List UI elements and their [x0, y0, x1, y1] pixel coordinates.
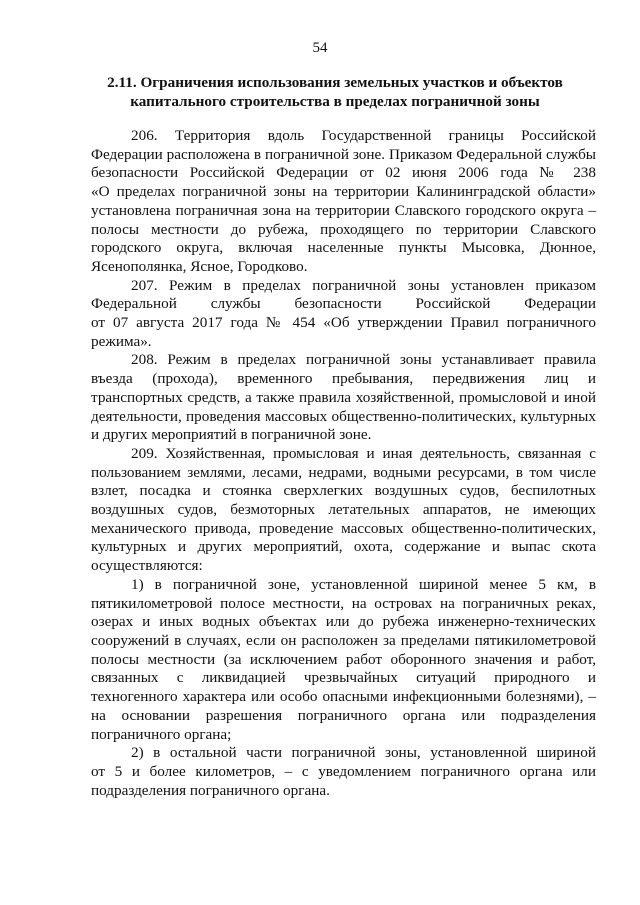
paragraph-line: озерах и иных водных объектах или до рубежа инженерно-технических — [91, 613, 596, 631]
section-heading-line: 2.11. Ограничения использования земельных участков и объектов — [107, 74, 563, 91]
paragraph-line: «О пределах пограничной зоны на территории Калининградской области» — [91, 183, 596, 201]
paragraph — [91, 744, 596, 800]
paragraph — [91, 277, 596, 352]
paragraph-line: режима». — [91, 332, 152, 350]
paragraph-line: 1) в пограничной зоне, установленной шириной менее 5 км, в — [131, 575, 596, 593]
paragraph-line: безопасности Российской Федерации от 02 июня 2006 года № 238 — [91, 164, 596, 182]
paragraph-line: 208. Режим в пределах пограничной зоны устанавливает правила — [131, 351, 596, 369]
paragraph-line: пятикилометровой полосе местности, на островах на пограничных реках, — [91, 594, 596, 612]
paragraph-line: полосы местности до рубежа, проходящего по территории Славского — [91, 220, 596, 238]
paragraph-line: техногенного характера или особо опасными инфекционными болезнями), – — [91, 688, 596, 706]
paragraph-line: от 5 и более километров, – с уведомлением пограничного органа или — [91, 762, 596, 780]
paragraph-line: установлена пограничная зона на территории Славского городского округа – — [91, 201, 596, 219]
paragraph-line: на основании разрешения пограничного органа или подразделения — [91, 706, 596, 724]
section-heading-line: капитального строительства в пределах пограничной зоны — [130, 93, 540, 110]
paragraph — [91, 445, 596, 576]
paragraph-line: и других мероприятий в пограничной зоне. — [91, 426, 372, 444]
paragraph-line: 209. Хозяйственная, промысловая и иная деятельность, связанная с — [131, 444, 596, 462]
paragraph-line: городского округа, включая населенные пункты Мысовка, Дюнное, — [91, 239, 596, 257]
paragraph-line: от 07 августа 2017 года № 454 «Об утверждении Правил пограничного — [91, 314, 596, 332]
paragraph-line: подразделения пограничного органа. — [91, 781, 330, 799]
paragraph-line: деятельности, проведения массовых общественно-политических, культурных — [91, 407, 596, 425]
paragraph-line: связанных с ликвидацией чрезвычайных ситуаций природного и — [91, 669, 596, 687]
paragraph-line: 2) в остальной части пограничной зоны, установленной шириной — [131, 744, 596, 762]
paragraph-line: сооружений в случаях, если он расположен за пределами пятикилометровой — [91, 631, 596, 649]
paragraph — [91, 127, 596, 277]
paragraph-line: 207. Режим в пределах пограничной зоны установлен приказом — [131, 276, 596, 294]
paragraph — [91, 351, 596, 445]
page-number: 54 — [312, 40, 328, 56]
paragraph-line: взлет, посадка и стоянка сверхлегких воздушных судов, беспилотных — [91, 482, 596, 500]
paragraph-line: Федеральной службы безопасности Российской Федерации — [91, 295, 596, 313]
paragraph-line: пользованием землями, лесами, недрами, водными ресурсами, в том числе — [91, 463, 596, 481]
paragraph-line: 206. Территория вдоль Государственной границы Российской — [131, 127, 596, 144]
paragraph-line: транспортных средств, а также правила хозяйственной, промысловой и иной — [91, 388, 596, 406]
paragraph-line: полосы местности (за исключением работ оборонного значения и работ, — [91, 650, 596, 668]
paragraph — [91, 576, 596, 744]
paragraph-line: въезда (прохода), временного пребывания, передвижения лиц и — [91, 370, 596, 388]
paragraph-line: культурных и других мероприятий, охота, содержание и выпас скота — [91, 538, 596, 556]
paragraph-line: осуществляются: — [91, 557, 203, 575]
paragraph-line: Федерации расположена в пограничной зоне. Приказом Федеральной службы — [91, 145, 596, 163]
paragraph-line: Ясенополянка, Ясное, Городково. — [91, 257, 308, 275]
paragraph-line: пограничного органа; — [91, 725, 232, 743]
document-body — [91, 127, 596, 800]
paragraph-line: воздушных судов, безмоторных летательных аппаратов, не имеющих — [91, 501, 596, 519]
paragraph-line: механического привода, проведение массовых общественно-политических, — [91, 519, 596, 537]
section-heading — [95, 73, 575, 111]
